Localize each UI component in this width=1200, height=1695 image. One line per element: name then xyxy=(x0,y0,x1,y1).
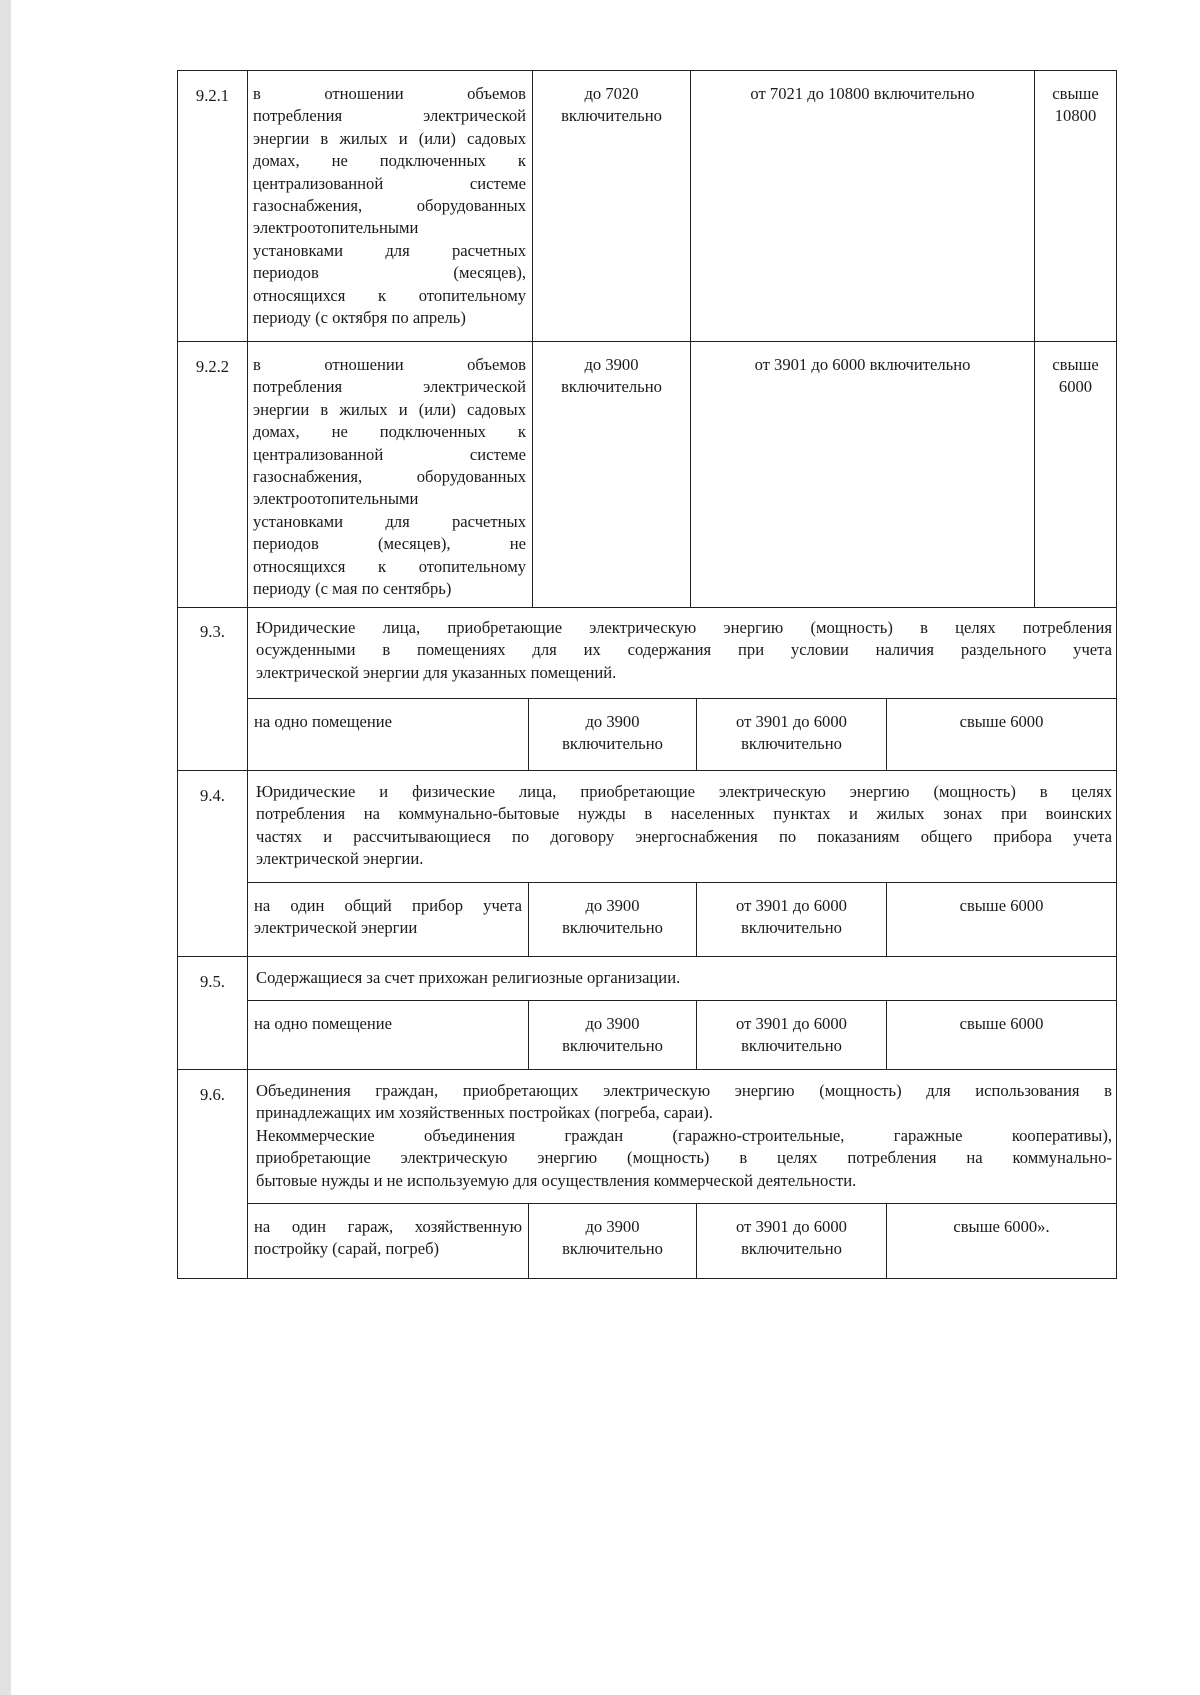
group-number: 9.6. xyxy=(178,1070,248,1278)
label-line: электрической энергии xyxy=(254,918,418,938)
range-text: включительно xyxy=(562,734,663,754)
step-3-range xyxy=(1035,71,1116,342)
range-text: включительно xyxy=(561,377,662,397)
range-text: от 3901 до 6000 xyxy=(736,1217,847,1236)
range-text: включительно xyxy=(741,1239,842,1259)
table-group-9-3 xyxy=(177,607,1117,771)
range-text: включительно xyxy=(561,106,662,126)
range-text: 10800 xyxy=(1054,106,1097,126)
heading-line: Юридические и физические лица, приобретающие электрическую энергию (мощность) в целях xyxy=(256,782,1112,801)
range-text: от 3901 до 6000 xyxy=(736,1014,847,1033)
range-text: свыше 6000 xyxy=(959,1014,1044,1033)
desc-line: в отношении объемов xyxy=(253,355,526,374)
range-text: до 3900 xyxy=(585,712,640,731)
step-1-range xyxy=(533,71,691,342)
desc-line: потребления электрической xyxy=(253,106,526,126)
group-values-row xyxy=(248,1001,1116,1069)
step-2-range xyxy=(697,883,887,956)
heading-line: Некоммерческие объединения граждан (гаражно-строительные, гаражные кооперативы), xyxy=(256,1125,1112,1145)
range-text: свыше 6000». xyxy=(953,1217,1050,1236)
heading-line: бытовые нужды и не используемую для осуществления коммерческой деятельности. xyxy=(256,1170,857,1190)
range-text: свыше xyxy=(1052,84,1099,103)
group-number: 9.5. xyxy=(178,957,248,1069)
unit-label xyxy=(248,1204,529,1278)
heading-line: Объединения граждан, приобретающих электрическую энергию (мощность) для использования в xyxy=(256,1081,1112,1100)
range-text: включительно xyxy=(741,1036,842,1056)
range-text: 6000 xyxy=(1058,377,1093,397)
step-1-range xyxy=(529,883,697,956)
step-3-range xyxy=(887,1001,1116,1069)
step-2-range xyxy=(697,1001,887,1069)
step-3-range xyxy=(887,883,1116,956)
range-text: свыше xyxy=(1052,355,1099,374)
heading-line: потребления на коммунально-бытовые нужды в населенных пунктах и жилых зонах при воинских xyxy=(256,804,1112,824)
row-number: 9.2.2 xyxy=(178,342,248,607)
unit-label xyxy=(248,699,529,770)
desc-line: энергии в жилых и (или) садовых xyxy=(253,399,526,419)
desc-line: энергии в жилых и (или) садовых xyxy=(253,128,526,148)
range-text: до 3900 xyxy=(585,1217,640,1236)
group-values-row xyxy=(248,883,1116,956)
group-number: 9.3. xyxy=(178,607,248,770)
step-3-range xyxy=(1035,342,1116,607)
step-2-range xyxy=(697,699,887,770)
table-row-9-2-2 xyxy=(177,341,1117,608)
step-1-range xyxy=(533,342,691,607)
range-text: от 3901 до 6000 xyxy=(736,896,847,915)
heading-line: электрической энергии. xyxy=(256,849,424,869)
range-text: до 3900 xyxy=(584,355,639,374)
desc-line: домах, не подключенных к xyxy=(253,151,526,171)
range-text: включительно xyxy=(741,734,842,754)
step-1-range xyxy=(529,1204,697,1278)
heading-line: электрической энергии для указанных помещений. xyxy=(256,662,617,682)
desc-line: периодов (месяцев), xyxy=(253,263,526,283)
table-group-9-6 xyxy=(177,1070,1117,1279)
table-group-9-5 xyxy=(177,957,1117,1070)
table-group-9-4 xyxy=(177,771,1117,957)
range-text: свыше 6000 xyxy=(959,896,1044,915)
heading-line: частях и рассчитывающиеся по договору энергоснабжения по показаниям общего прибора учета xyxy=(256,826,1112,846)
heading-line: приобретающие электрическую энергию (мощность) в целях потребления на коммунально- xyxy=(256,1148,1112,1168)
step-3-range xyxy=(887,699,1116,770)
range-text: свыше 6000 xyxy=(959,712,1044,731)
label-line: постройку (сарай, погреб) xyxy=(254,1239,440,1259)
range-text: от 7021 до 10800 включительно xyxy=(750,84,975,103)
range-text: до 3900 xyxy=(585,896,640,915)
heading-line: осужденными в помещениях для их содержания при условии наличия раздельного учета xyxy=(256,640,1112,660)
group-heading xyxy=(248,957,1116,1001)
desc-line: централизованной системе xyxy=(253,444,526,464)
range-text: включительно xyxy=(562,1239,663,1259)
step-1-range xyxy=(529,699,697,770)
group-values-row xyxy=(248,699,1116,770)
group-heading xyxy=(248,607,1116,699)
desc-line: газоснабжения, оборудованных xyxy=(253,467,526,487)
step-2-range xyxy=(691,71,1035,342)
row-description xyxy=(248,71,533,342)
desc-line: домах, не подключенных к xyxy=(253,422,526,442)
document-page xyxy=(11,0,1200,1695)
heading-line: Содержащиеся за счет прихожан религиозные организации. xyxy=(256,968,681,987)
group-values-row xyxy=(248,1204,1116,1278)
step-2-range xyxy=(691,342,1035,607)
desc-line: централизованной системе xyxy=(253,173,526,193)
range-text: от 3901 до 6000 xyxy=(736,712,847,731)
row-number: 9.2.1 xyxy=(178,71,248,342)
label-line: на одно помещение xyxy=(254,712,392,731)
desc-line: установками для расчетных xyxy=(253,511,526,531)
desc-line: периоду (с октября по апрель) xyxy=(253,308,466,328)
desc-line: газоснабжения, оборудованных xyxy=(253,196,526,216)
desc-line: электроотопительными xyxy=(253,489,419,509)
heading-line: принадлежащих им хозяйственных постройках (погреба, сараи). xyxy=(256,1103,713,1123)
label-line: на один гараж, хозяйственную xyxy=(254,1217,522,1236)
row-description xyxy=(248,342,533,607)
range-text: до 3900 xyxy=(585,1014,640,1033)
step-2-range xyxy=(697,1204,887,1278)
step-1-range xyxy=(529,1001,697,1069)
unit-label xyxy=(248,1001,529,1069)
desc-line: установками для расчетных xyxy=(253,240,526,260)
table-row-9-2-1 xyxy=(177,70,1117,342)
unit-label xyxy=(248,883,529,956)
group-number: 9.4. xyxy=(178,771,248,956)
label-line: на одно помещение xyxy=(254,1014,392,1033)
range-text: включительно xyxy=(562,918,663,938)
label-line: на один общий прибор учета xyxy=(254,896,522,915)
desc-line: периодов (месяцев), не xyxy=(253,534,526,554)
desc-line: относящихся к отопительному xyxy=(253,285,526,305)
desc-line: потребления электрической xyxy=(253,377,526,397)
desc-line: электроотопительными xyxy=(253,218,419,238)
range-text: до 7020 xyxy=(584,84,639,103)
range-text: включительно xyxy=(562,1036,663,1056)
heading-line: Юридические лица, приобретающие электрическую энергию (мощность) в целях потребления xyxy=(256,618,1112,637)
desc-line: относящихся к отопительному xyxy=(253,556,526,576)
step-3-range xyxy=(887,1204,1116,1278)
group-heading xyxy=(248,1070,1116,1204)
range-text: от 3901 до 6000 включительно xyxy=(754,355,971,374)
group-heading xyxy=(248,771,1116,883)
desc-line: в отношении объемов xyxy=(253,84,526,103)
range-text: включительно xyxy=(741,918,842,938)
desc-line: периоду (с мая по сентябрь) xyxy=(253,579,452,599)
